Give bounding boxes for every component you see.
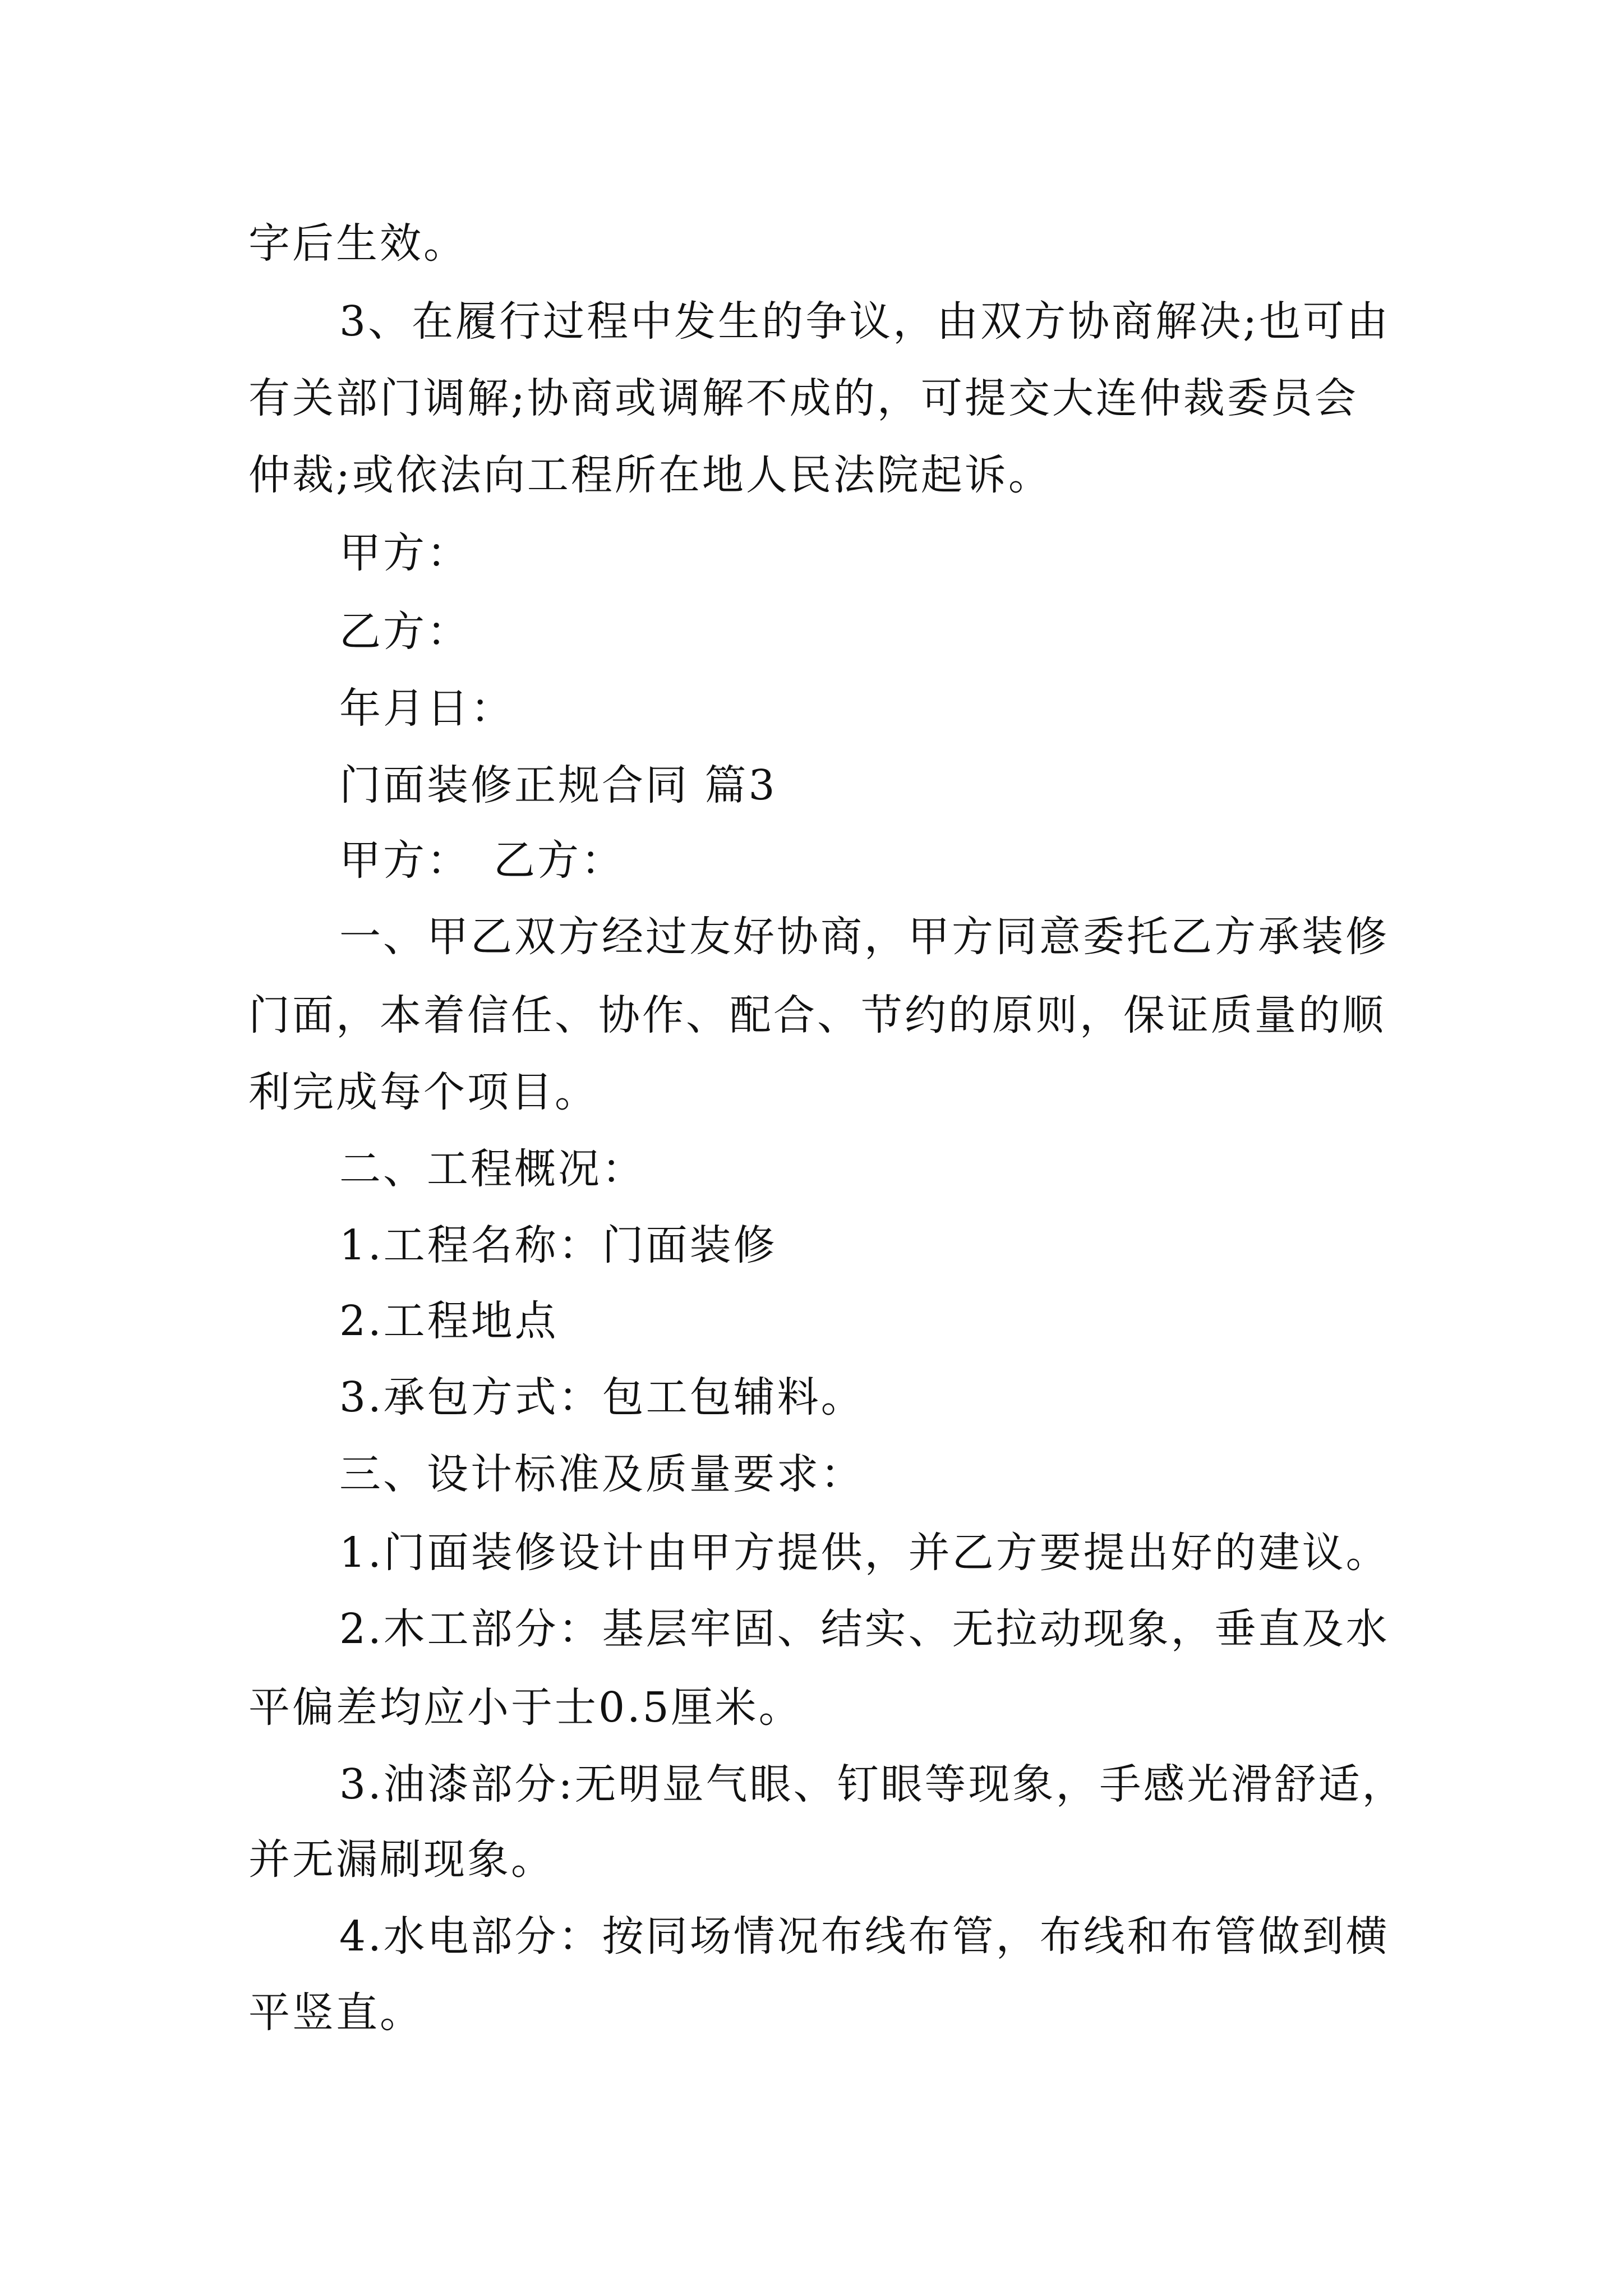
list-item: 3.承包方式：包工包辅料。: [339, 1373, 865, 1421]
list-item: 2.木工部分：基层牢固、结实、无拉动现象，垂直及水: [339, 1605, 1390, 1653]
clause-heading: 三、设计标准及质量要求：: [339, 1450, 864, 1498]
paragraph-line: 有关部门调解;协商或调解不成的，可提交大连仲裁委员会: [248, 374, 1358, 422]
paragraph-line: 3、在履行过程中发生的争议，由双方协商解决;也可由: [339, 297, 1391, 346]
parties-line: 甲方： 乙方：: [339, 836, 625, 885]
list-item: 2.工程地点: [339, 1297, 559, 1345]
paragraph-line: 利完成每个项目。: [248, 1068, 598, 1116]
party-b-label: 乙方：: [339, 608, 471, 656]
list-item: 4.水电部分：按同场情况布线布管，布线和布管做到横: [339, 1912, 1390, 1961]
paragraph-line: 并无漏刷现象。: [248, 1835, 555, 1884]
paragraph-line: 一、甲乙双方经过友好协商，甲方同意委托乙方承装修: [339, 913, 1389, 961]
paragraph-line: 平偏差均应小于士0.5厘米。: [248, 1683, 803, 1732]
paragraph-line: 字后生效。: [248, 219, 467, 268]
list-item: 1.门面装修设计由甲方提供，并乙方要提出好的建议。: [339, 1529, 1390, 1577]
clause-heading: 二、工程概况：: [339, 1145, 645, 1193]
list-item: 3.油漆部分:无明显气眼、钉眼等现象，手感光滑舒适，: [339, 1760, 1406, 1809]
paragraph-line: 门面，本着信任、协作、配合、节约的原则，保证质量的顺: [248, 991, 1386, 1039]
paragraph-line: 仲裁;或依法向工程所在地人民法院起诉。: [248, 451, 1052, 499]
section-title: 门面装修正规合同 篇3: [339, 761, 777, 809]
party-a-label: 甲方：: [339, 529, 471, 577]
paragraph-line: 平竖直。: [248, 1989, 423, 2037]
list-item: 1.工程名称：门面装修: [339, 1221, 777, 1269]
date-label: 年月日：: [339, 684, 514, 733]
